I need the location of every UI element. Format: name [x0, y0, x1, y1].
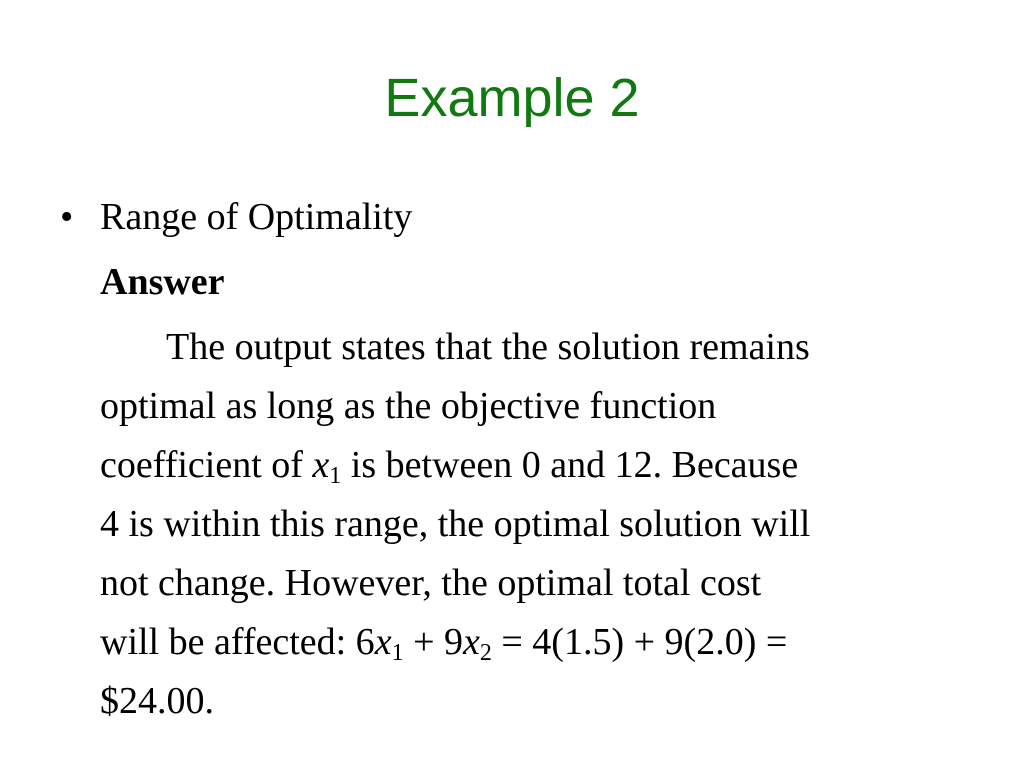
subscript: 1	[391, 640, 404, 666]
text-segment: = 4(1.5) + 9(2.0) =	[491, 621, 788, 663]
paragraph-line-6	[100, 613, 960, 672]
subscript: 2	[479, 640, 492, 666]
paragraph-line-2: optimal as long as the objective function	[100, 385, 717, 427]
paragraph-line-7: $24.00.	[100, 680, 214, 722]
text-segment: will be affected: 6	[100, 621, 375, 663]
bullet-item	[60, 188, 980, 247]
text-segment: coefficient of	[100, 444, 313, 486]
variable-x: x	[312, 444, 330, 486]
variable-x: x	[374, 621, 392, 663]
text-segment: + 9	[403, 621, 463, 663]
bullet-text: Range of Optimality	[100, 196, 413, 238]
paragraph-line-5: not change. However, the optimal total cost	[100, 562, 762, 604]
slide-title: Example 2	[384, 68, 640, 128]
answer-heading: Answer	[100, 261, 225, 303]
paragraph-line-3	[100, 436, 960, 495]
slide-body	[60, 188, 980, 731]
answer-paragraph	[60, 318, 960, 731]
paragraph-line-4: 4 is within this range, the optimal solution will	[100, 503, 811, 545]
variable-x: x	[463, 621, 480, 663]
bullet-icon: •	[60, 196, 74, 238]
subscript: 1	[329, 463, 342, 489]
text-segment: is between 0 and 12. Because	[341, 444, 799, 486]
paragraph-line-1: The output states that the solution remains	[166, 326, 810, 368]
